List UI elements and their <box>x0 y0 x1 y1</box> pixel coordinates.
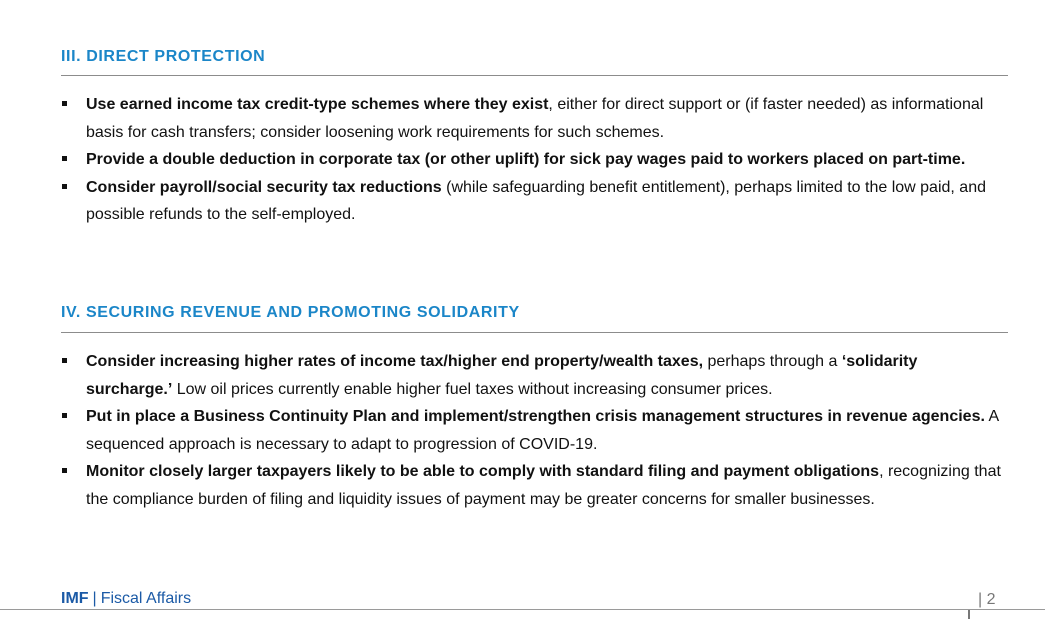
section-title-direct-protection: III. DIRECT PROTECTION <box>61 48 266 65</box>
page-number <box>978 591 996 609</box>
bullet-square-icon <box>62 184 67 189</box>
list-item <box>61 348 1006 403</box>
bullet-bold-text: Consider increasing higher rates of income tax/higher end property/wealth taxes, <box>86 353 704 370</box>
list-item <box>61 458 1006 513</box>
bullet-bold-text: Provide a double deduction in corporate tax (or other uplift) for sick pay wages paid to workers placed on part-time. <box>86 151 966 168</box>
bullet-bold-text: Put in place a Business Continuity Plan and implement/strengthen crisis management structures in revenue agencies. <box>86 408 985 425</box>
page-tick-mark <box>968 610 970 619</box>
securing-revenue-list <box>61 348 1006 513</box>
section-divider <box>61 332 1008 333</box>
bullet-text: A sequenced approach is necessary to adapt to progression of COVID-19. <box>86 408 999 453</box>
list-item <box>61 146 1006 174</box>
footer-department: Fiscal Affairs <box>100 590 192 607</box>
bullet-square-icon <box>62 413 67 418</box>
imf-logo-text: IMF <box>61 590 89 607</box>
list-item <box>61 91 1006 146</box>
section-divider <box>61 75 1008 76</box>
list-item <box>61 174 1006 229</box>
page-separator: | <box>978 591 983 608</box>
bullet-text: , recognizing that the compliance burden of filing and liquidity issues of payment may be greater concerns for smaller businesses. <box>86 463 1001 508</box>
list-item <box>61 403 1006 458</box>
bullet-text: (while safeguarding benefit entitlement), perhaps limited to the low paid, and possible refunds to the self-employed. <box>86 178 986 223</box>
footer-brand <box>61 590 191 608</box>
bullet-bold-text: ‘solidarity surcharge.’ <box>86 353 918 398</box>
bullet-bold-text: Monitor closely larger taxpayers likely to be able to comply with standard filing and payment obligations <box>86 463 880 480</box>
bullet-text: Low oil prices currently enable higher fuel taxes without increasing consumer prices. <box>172 380 773 398</box>
footer-separator: | <box>92 590 97 607</box>
page-number-value: 2 <box>986 591 996 608</box>
bullet-square-icon <box>62 468 67 473</box>
bullet-bold-text: Consider payroll/social security tax reductions <box>86 178 442 196</box>
bullet-square-icon <box>62 156 67 161</box>
bullet-text: perhaps through a <box>703 353 842 370</box>
bullet-square-icon <box>62 101 67 106</box>
bullet-bold-text: Use earned income tax credit-type schemes where they exist <box>86 96 549 113</box>
direct-protection-list <box>61 91 1006 229</box>
bullet-square-icon <box>62 358 67 363</box>
section-title-securing-revenue: IV. SECURING REVENUE AND PROMOTING SOLIDARITY <box>61 304 520 321</box>
bullet-text: , either for direct support or (if faster needed) as informational basis for cash transfers; consider loosening work requirements for such schemes. <box>86 96 984 141</box>
footer-divider <box>0 609 1045 610</box>
